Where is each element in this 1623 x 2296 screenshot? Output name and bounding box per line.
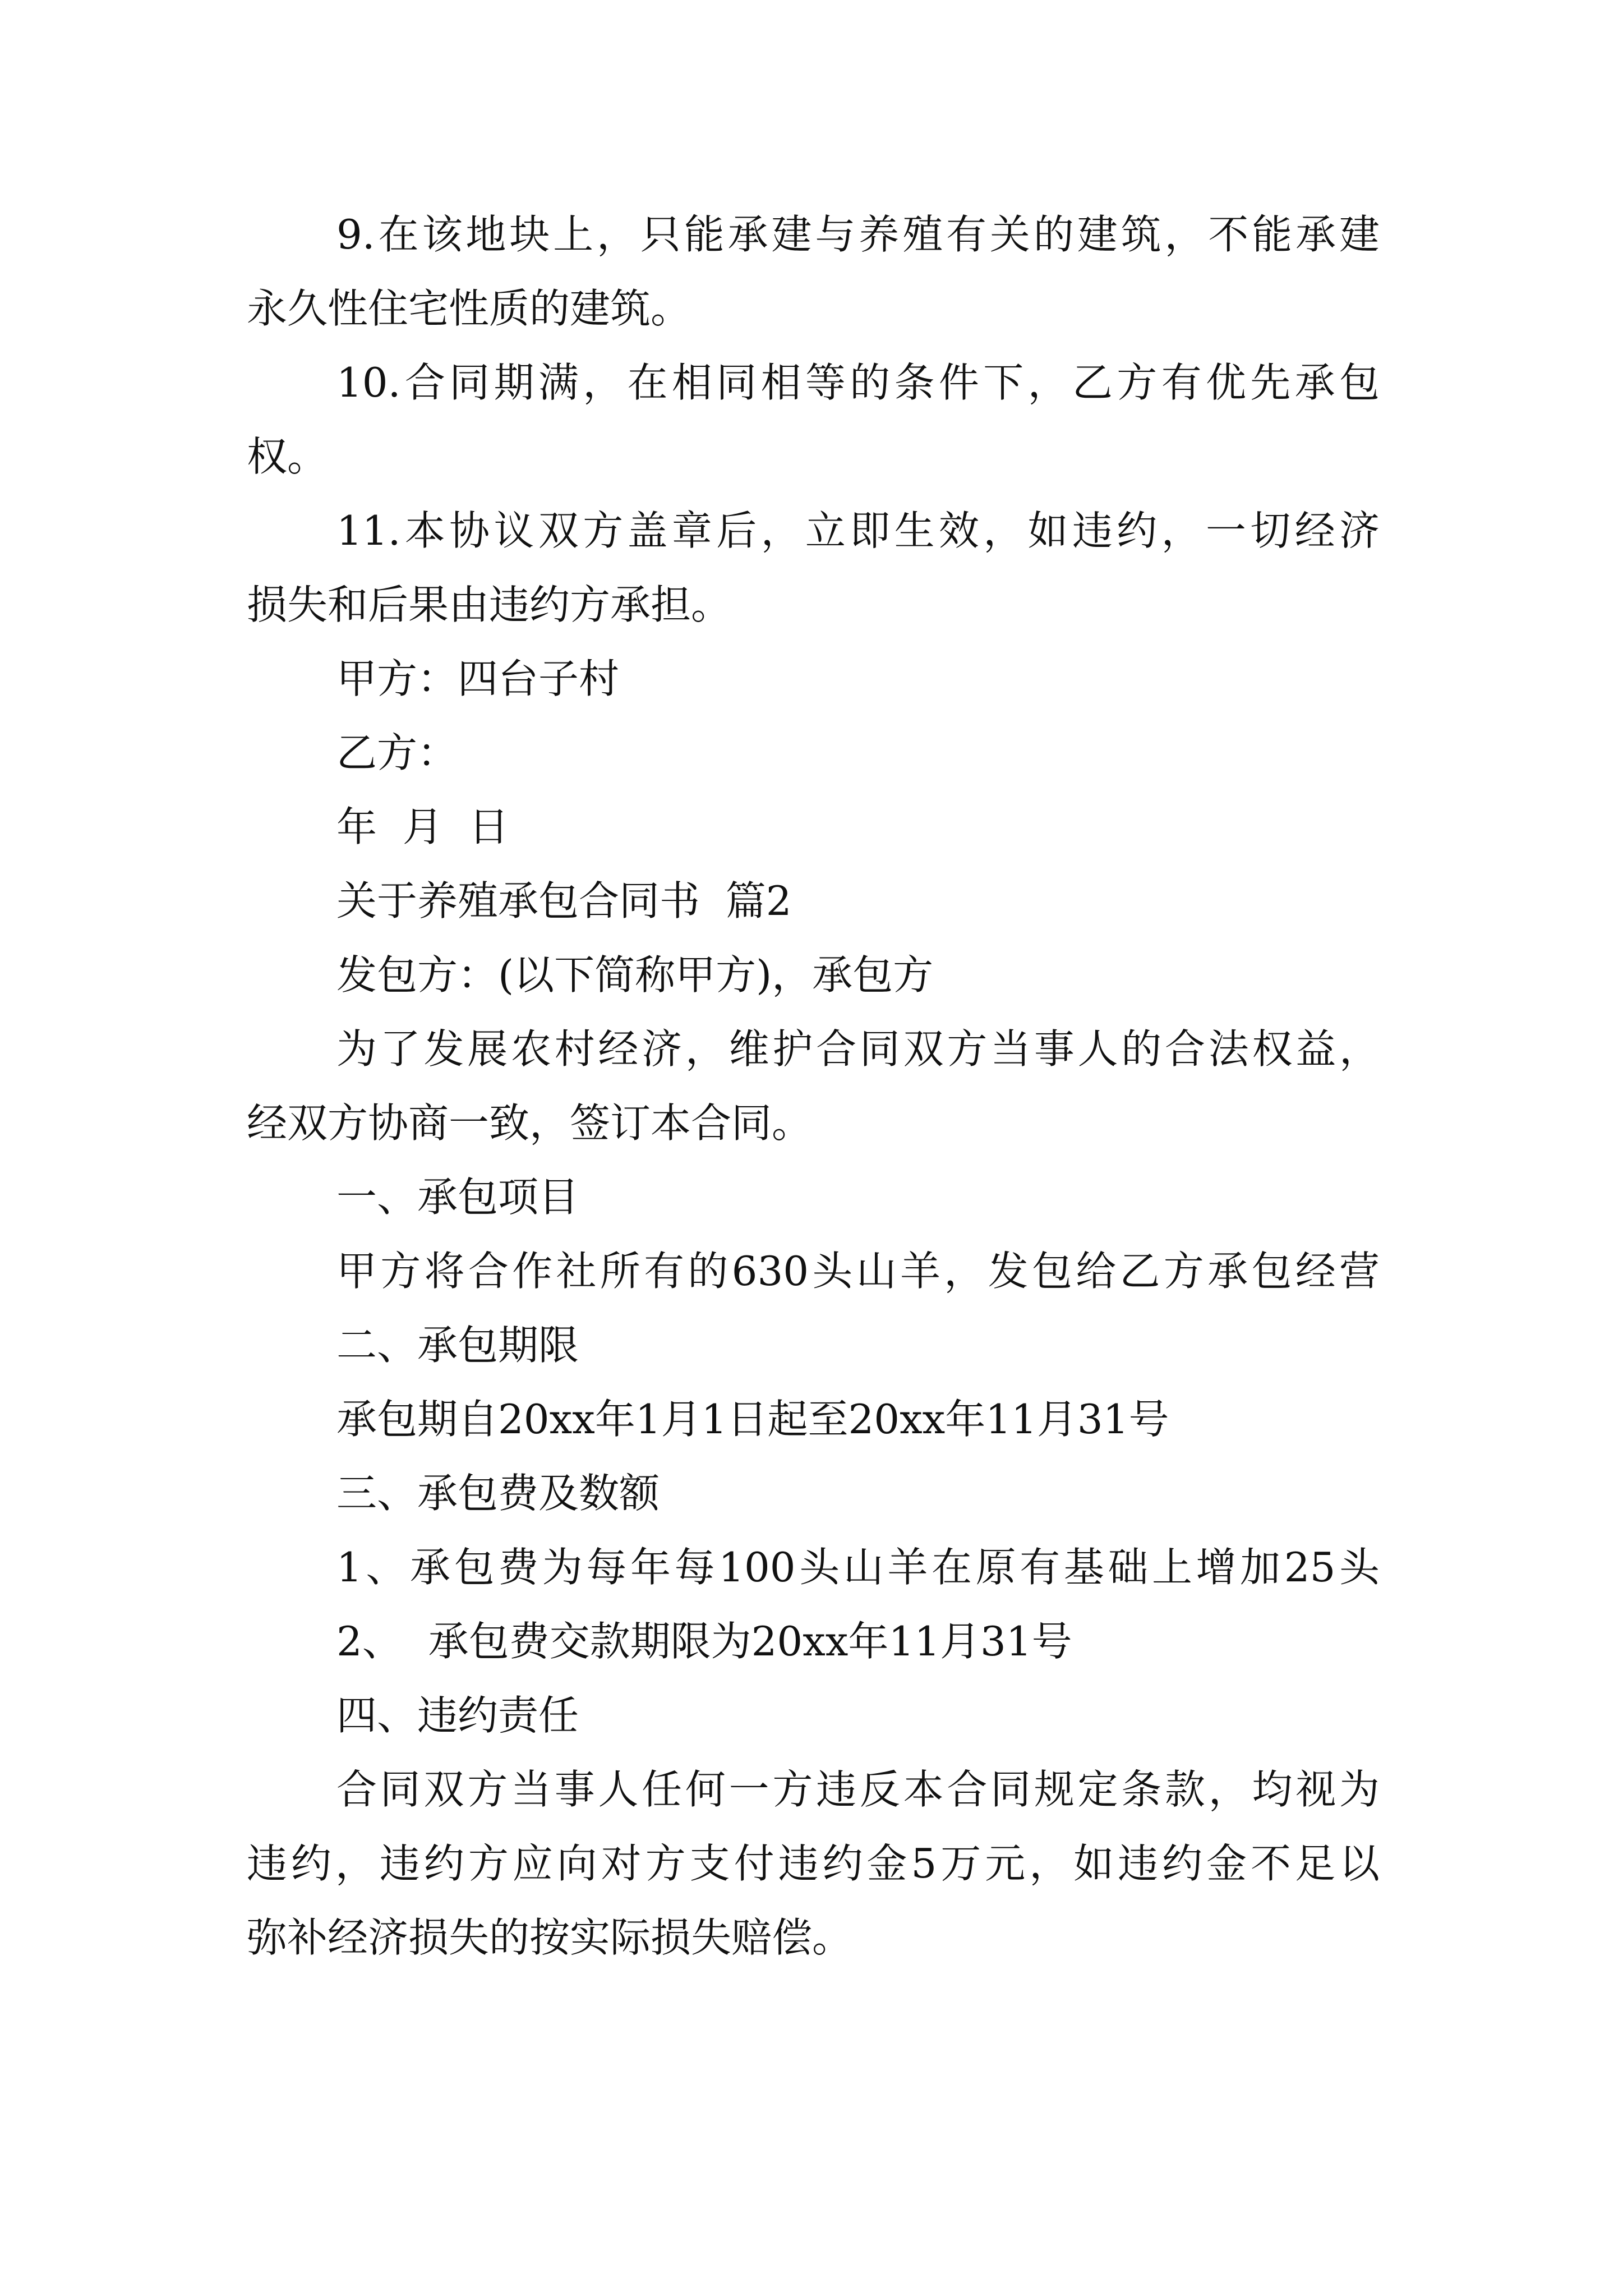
- section-2-title: 关于养殖承包合同书 篇2: [336, 877, 792, 924]
- heading-contract-item: 一、承包项目: [336, 1174, 579, 1221]
- clause-11-line-2: 损失和后果由违约方承担。: [247, 581, 732, 628]
- heading-contract-term: 二、承包期限: [336, 1322, 579, 1369]
- heading-contract-fee: 三、承包费及数额: [336, 1470, 660, 1517]
- contract-item-body: 甲方将合作社所有的630头山羊，发包给乙方承包经营: [336, 1248, 1380, 1295]
- clause-9-line-1: 9.在该地块上，只能承建与养殖有关的建筑，不能承建: [336, 211, 1380, 258]
- purpose-line-2: 经双方协商一致，签订本合同。: [247, 1099, 813, 1147]
- clause-11-line-1: 11.本协议双方盖章后，立即生效，如违约，一切经济: [336, 507, 1380, 554]
- breach-liability-line-2: 违约，违约方应向对方支付违约金5万元，如违约金不足以: [247, 1840, 1380, 1887]
- contract-fee-item-1: 1、承包费为每年每100头山羊在原有基础上增加25头: [336, 1544, 1380, 1591]
- date-line: 年 月 日: [336, 803, 509, 850]
- party-a-line: 甲方：四台子村: [336, 655, 620, 702]
- heading-breach-liability: 四、违约责任: [336, 1692, 579, 1739]
- breach-liability-line-1: 合同双方当事人任何一方违反本合同规定条款，均视为: [336, 1766, 1380, 1813]
- clause-9-line-2: 永久性住宅性质的建筑。: [247, 285, 691, 332]
- breach-liability-line-3: 弥补经济损失的按实际损失赔偿。: [247, 1914, 853, 1961]
- contractor-line: 发包方：(以下简称甲方)，承包方: [336, 951, 934, 999]
- party-b-line: 乙方：: [336, 729, 458, 776]
- contract-term-body: 承包期自20xx年1月1日起至20xx年11月31号: [336, 1396, 1169, 1443]
- clause-10-line-2: 权。: [247, 433, 328, 480]
- clause-10-line-1: 10.合同期满，在相同相等的条件下，乙方有优先承包: [336, 359, 1380, 406]
- contract-fee-item-2: 2、 承包费交款期限为20xx年11月31号: [336, 1618, 1072, 1665]
- purpose-line-1: 为了发展农村经济，维护合同双方当事人的合法权益，: [336, 1025, 1380, 1073]
